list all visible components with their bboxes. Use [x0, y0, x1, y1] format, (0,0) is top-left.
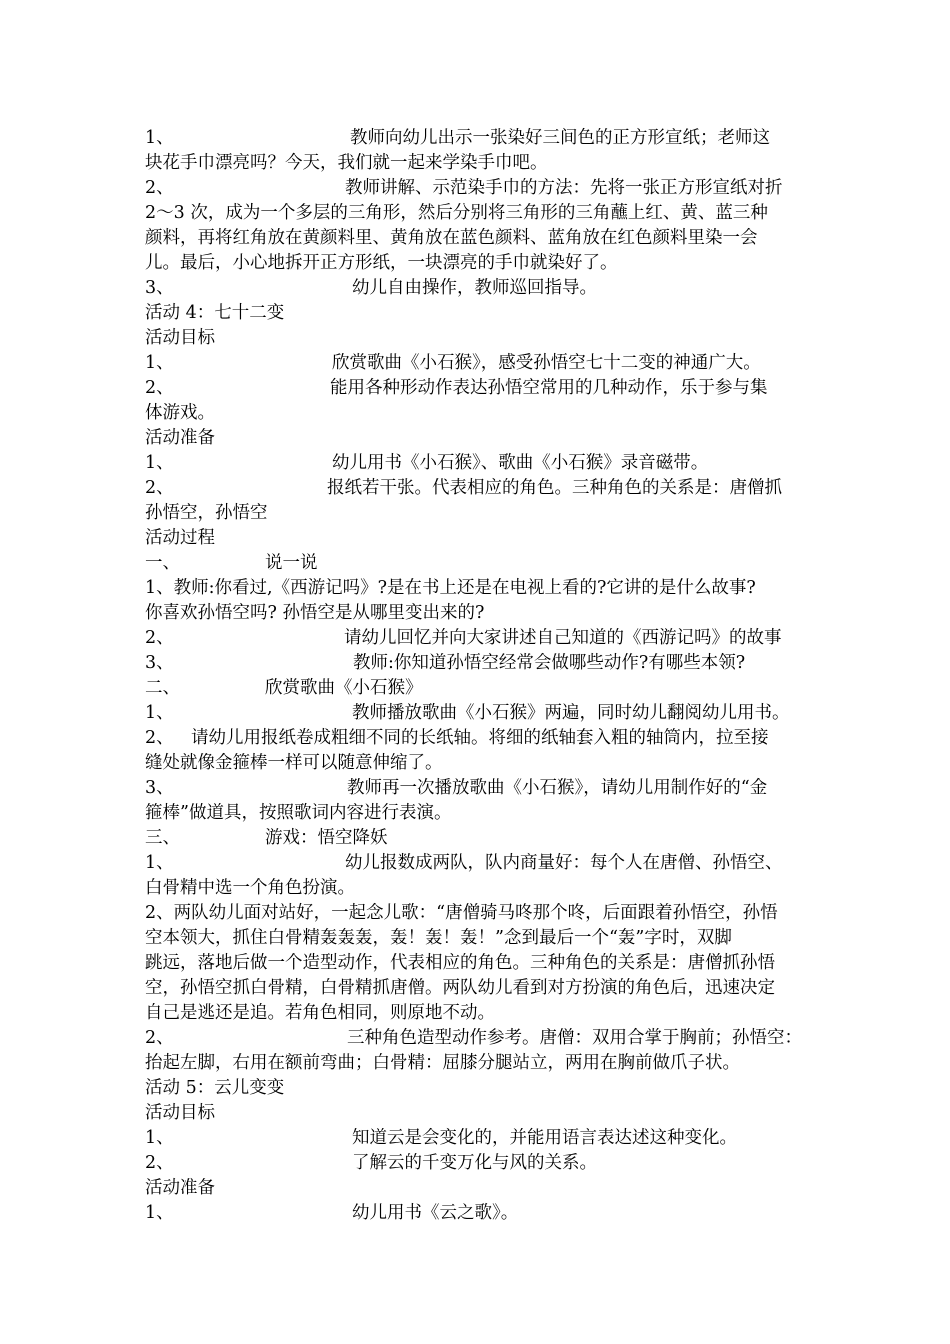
line-text: 报纸若干张。代表相应的角色。三种角色的关系是：唐僧抓: [327, 478, 782, 498]
line-text: 白骨精中选一个角色扮演。: [145, 878, 355, 898]
line-text: 空，孙悟空抓白骨精，白骨精抓唐僧。两队幼儿看到对方扮演的角色后，迅速决定: [145, 978, 775, 998]
line-text: 儿。最后，小心地拆开正方形纸，一块漂亮的手巾就染好了。: [145, 253, 618, 273]
line-text: 缝处就像金箍棒一样可以随意伸缩了。: [145, 753, 443, 773]
list-number: 3、: [145, 778, 174, 798]
list-number: 一、: [145, 553, 180, 573]
list-number: 1、: [145, 1128, 174, 1148]
list-number: 1、: [145, 1203, 174, 1223]
line-text: 幼儿用书《小石猴》、歌曲《小石猴》录音磁带。: [332, 453, 709, 473]
list-number: 三、: [145, 828, 180, 848]
list-number: 二、: [145, 678, 180, 698]
line-text: 说一说: [265, 553, 318, 573]
line-text: 活动 4：七十二变: [145, 303, 285, 323]
list-number: 2、: [145, 728, 174, 748]
line-text: 自己是逃还是追。若角色相同，则原地不动。: [145, 1003, 495, 1023]
list-number: 2、: [145, 1153, 174, 1173]
line-text: 教师:你知道孙悟空经常会做哪些动作?有哪些本领?: [353, 653, 746, 673]
list-number: 3、: [145, 278, 174, 298]
line-text: 抬起左脚，右用在额前弯曲；白骨精：屈膝分腿站立，两用在胸前做爪子状。: [145, 1053, 740, 1073]
line-text: 请幼儿回忆并向大家讲述自己知道的《西游记吗》的故事: [344, 628, 782, 648]
list-number: 3、: [145, 653, 174, 673]
line-text: 教师播放歌曲《小石猴》两遍，同时幼儿翻阅幼儿用书。: [352, 703, 790, 723]
list-number: 2、: [145, 478, 174, 498]
line-text: 知道云是会变化的，并能用语言表达述这种变化。: [352, 1128, 737, 1148]
list-number: 1、: [145, 353, 174, 373]
line-text: 了解云的千变万化与风的关系。: [352, 1153, 597, 1173]
list-number: 2、: [145, 628, 174, 648]
list-number: 2、: [145, 178, 174, 198]
line-text: 幼儿报数成两队，队内商量好：每个人在唐僧、孙悟空、: [345, 853, 783, 873]
line-text: 能用各种形动作表达孙悟空常用的几种动作，乐于参与集: [330, 378, 768, 398]
line-text: 颜料，再将红角放在黄颜料里、黄角放在蓝色颜料、蓝角放在红色颜料里染一会: [145, 228, 758, 248]
list-number: 1、: [145, 703, 174, 723]
line-text: 1、教师:你看过,《西游记吗》?是在书上还是在电视上看的?它讲的是什么故事?: [145, 578, 756, 598]
line-text: 箍棒”做道具，按照歌词内容进行表演。: [145, 803, 452, 823]
line-text: 活动 5：云儿变变: [145, 1078, 285, 1098]
line-text: 活动过程: [145, 528, 215, 548]
line-text: 教师再一次播放歌曲《小石猴》，请幼儿用制作好的“金: [347, 778, 768, 798]
line-text: 教师向幼儿出示一张染好三间色的正方形宣纸；老师这: [350, 128, 770, 148]
list-number: 1、: [145, 853, 174, 873]
line-text: 活动目标: [145, 328, 215, 348]
line-text: 跳远，落地后做一个造型动作，代表相应的角色。三种角色的关系是：唐僧抓孙悟: [145, 953, 775, 973]
line-text: 三种角色造型动作参考。唐僧：双用合掌于胸前；孙悟空：: [347, 1028, 802, 1048]
line-text: 教师讲解、示范染手巾的方法：先将一张正方形宣纸对折: [345, 178, 783, 198]
line-text: 幼儿自由操作，教师巡回指导。: [352, 278, 597, 298]
line-text: 活动准备: [145, 428, 215, 448]
list-number: 2、: [145, 378, 174, 398]
line-text: 2、两队幼儿面对站好，一起念儿歌：“唐僧骑马咚那个咚，后面跟着孙悟空，孙悟: [145, 903, 778, 923]
line-text: 体游戏。: [145, 403, 215, 423]
line-text: 块花手巾漂亮吗？今天，我们就一起来学染手巾吧。: [145, 153, 548, 173]
line-text: 幼儿用书《云之歌》。: [352, 1203, 519, 1223]
list-number: 1、: [145, 128, 174, 148]
line-text: 欣赏歌曲《小石猴》: [265, 678, 423, 698]
list-number: 1、: [145, 453, 174, 473]
list-number: 2、: [145, 1028, 174, 1048]
line-text: 孙悟空，孙悟空: [145, 503, 268, 523]
line-text: 活动准备: [145, 1178, 215, 1198]
line-text: 游戏：悟空降妖: [265, 828, 388, 848]
line-text: 空本领大，抓住白骨精轰轰轰，轰！轰！轰！”念到最后一个“轰”字时，双脚: [145, 928, 732, 948]
line-text: 欣赏歌曲《小石猴》，感受孙悟空七十二变的神通广大。: [332, 353, 761, 373]
line-text: 你喜欢孙悟空吗? 孙悟空是从哪里变出来的?: [145, 603, 485, 623]
line-text: 请幼儿用报纸卷成粗细不同的长纸轴。将细的纸轴套入粗的轴筒内，拉至接: [191, 728, 769, 748]
line-text: 活动目标: [145, 1103, 215, 1123]
line-text: 2～3 次，成为一个多层的三角形，然后分别将三角形的三角蘸上红、黄、蓝三种: [145, 203, 768, 223]
